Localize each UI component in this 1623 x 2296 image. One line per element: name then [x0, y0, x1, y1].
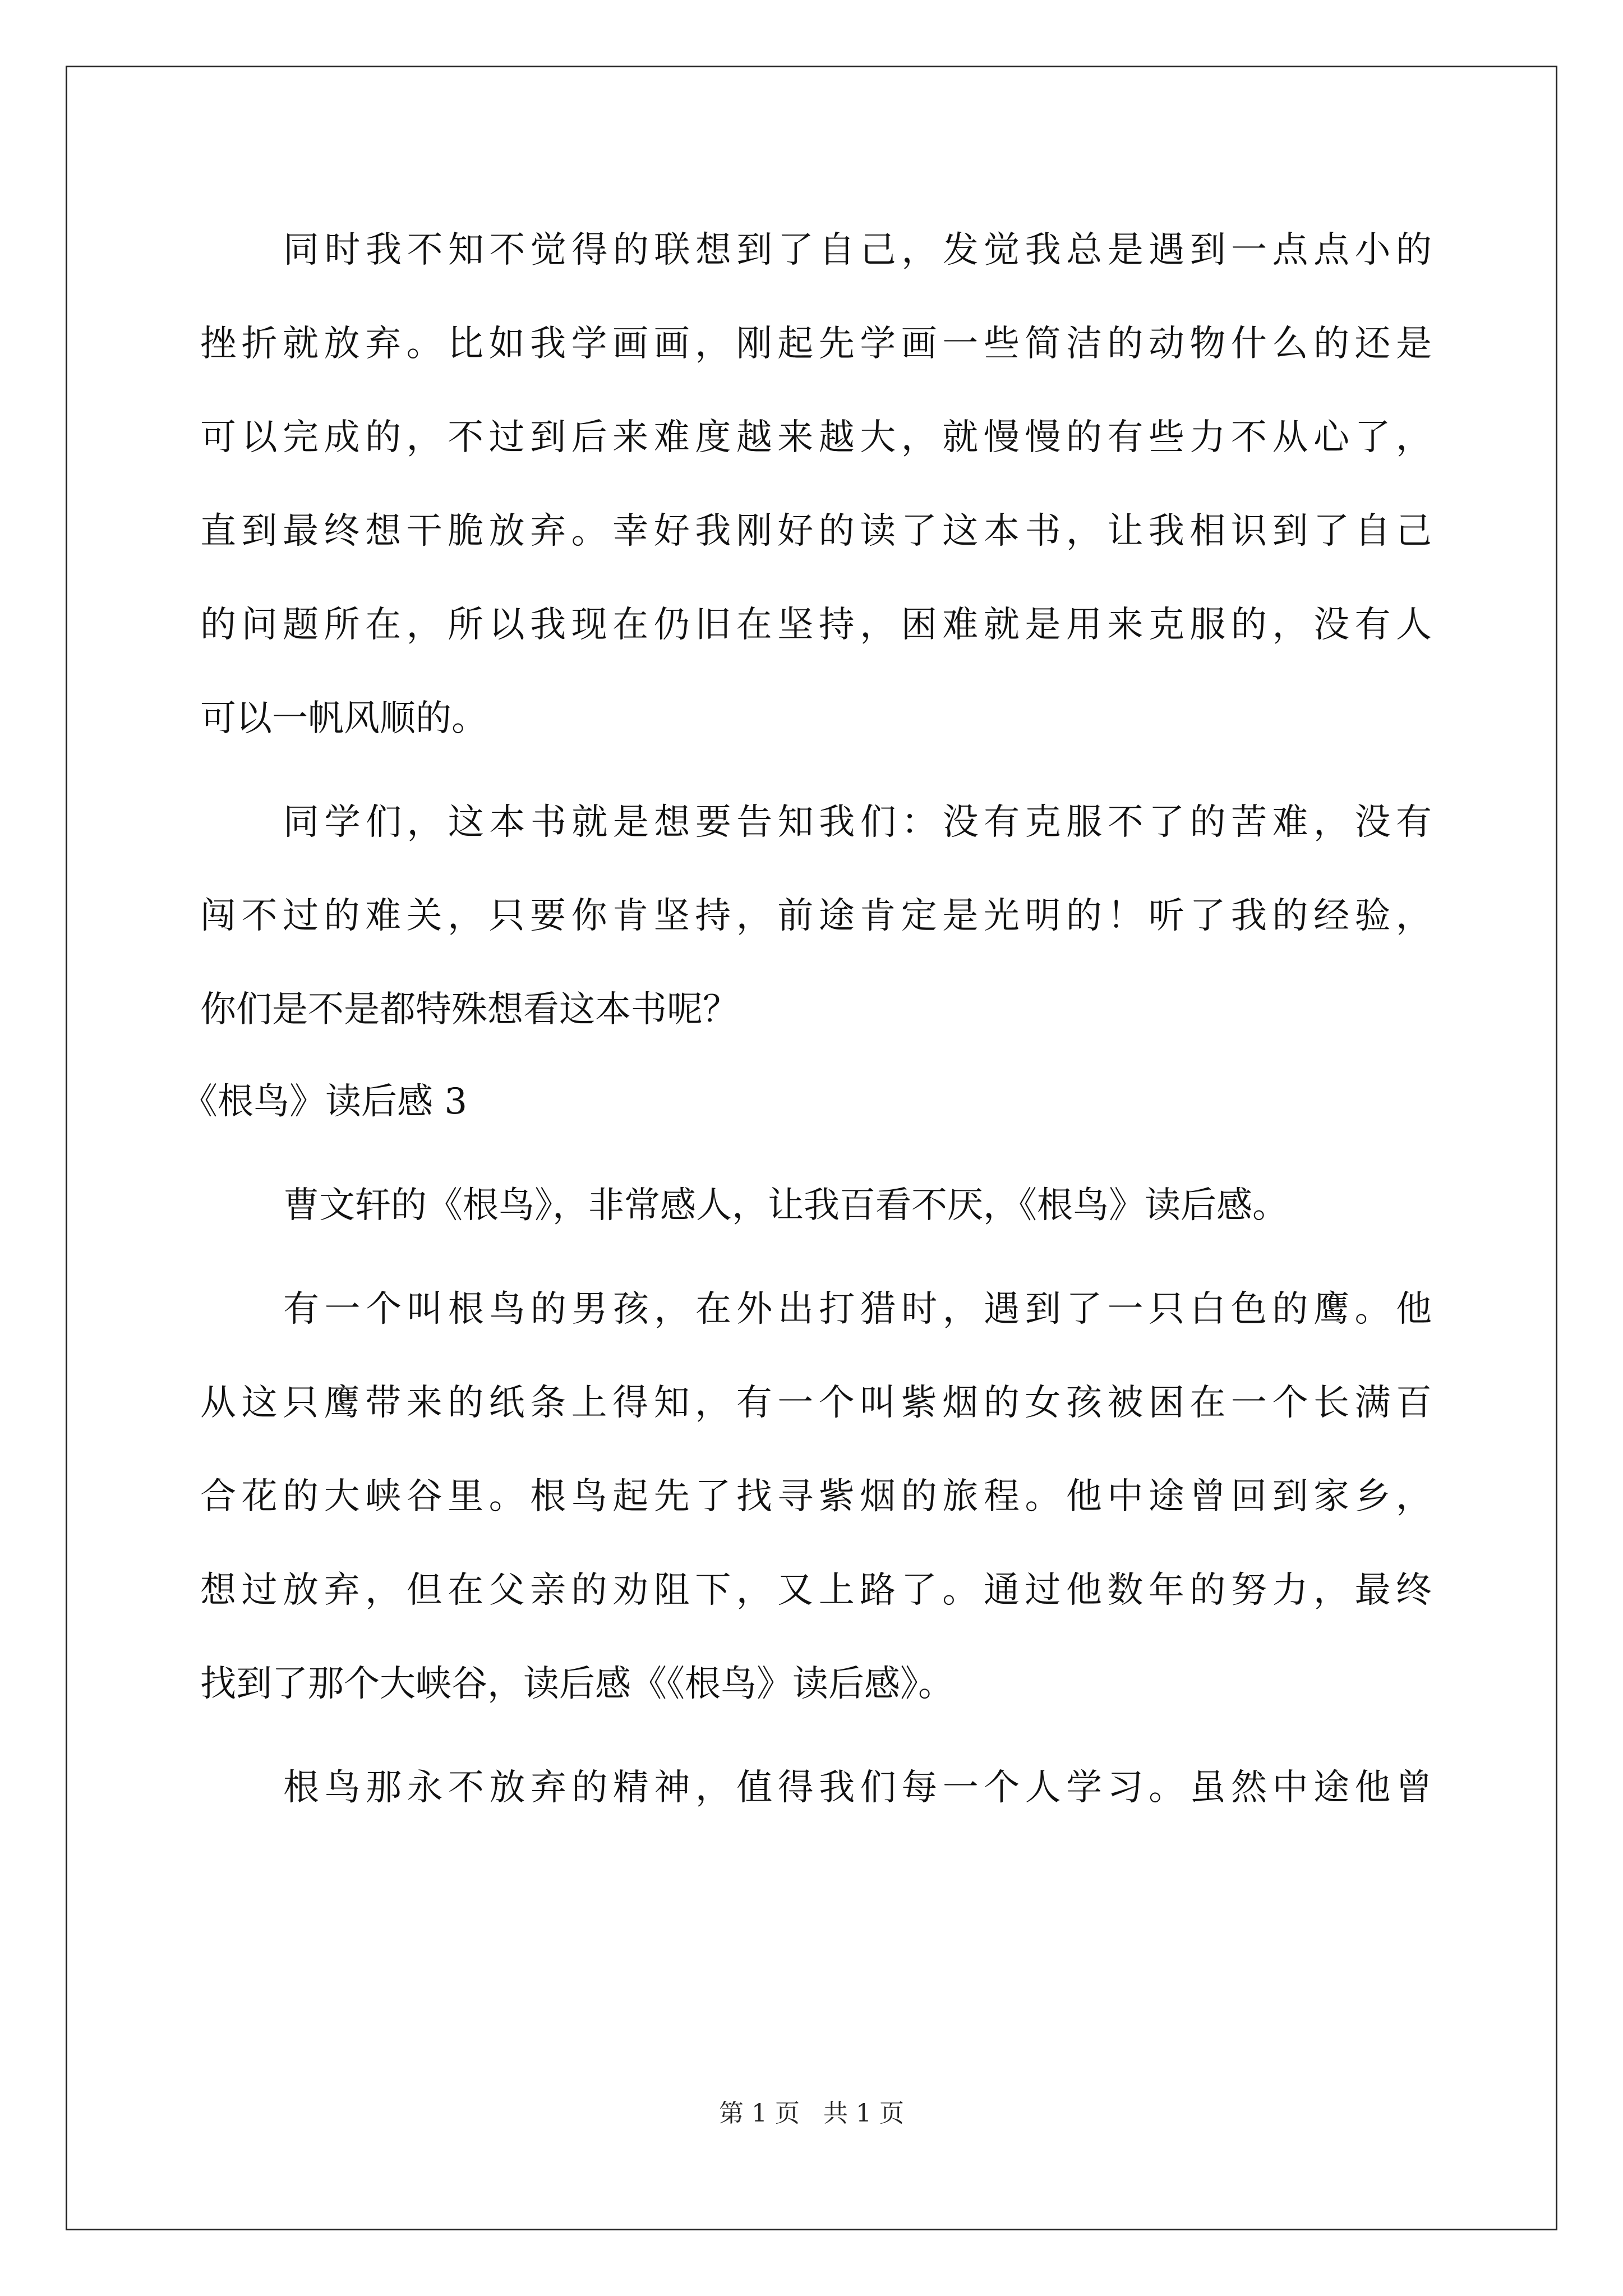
text-line: 同学们，这本书就是想要告知我们：没有克服不了的苦难，没有 — [283, 802, 1432, 843]
text-line: 从这只鹰带来的纸条上得知，有一个叫紫烟的女孩被困在一个长满百 — [200, 1382, 1432, 1424]
section-heading: 《根鸟》读后感 3 — [182, 1081, 468, 1122]
text-line: 根鸟那永不放弃的精神，值得我们每一个人学习。虽然中途他曾 — [283, 1767, 1432, 1809]
text-line: 的问题所在，所以我现在仍旧在坚持，困难就是用来克服的，没有人 — [200, 604, 1432, 646]
text-line: 曹文轩的《根鸟》，非常感人，让我百看不厌，《根鸟》读后感。 — [283, 1185, 1288, 1226]
text-line: 直到最终想干脆放弃。幸好我刚好的读了这本书，让我相识到了自己 — [200, 510, 1432, 552]
text-line: 有一个叫根鸟的男孩，在外出打猎时，遇到了一只白色的鹰。他 — [283, 1289, 1432, 1330]
text-line: 找到了那个大峡谷，读后感《《根鸟》读后感》。 — [200, 1663, 954, 1705]
page-border — [66, 66, 1557, 2230]
text-line: 挫折就放弃。比如我学画画，刚起先学画一些简洁的动物什么的还是 — [200, 323, 1432, 365]
text-line: 想过放弃，但在父亲的劝阻下，又上路了。通过他数年的努力，最终 — [200, 1570, 1432, 1611]
page-footer: 第 1 页 共 1 页 — [719, 2099, 904, 2128]
text-line: 可以一帆风顺的。 — [200, 698, 487, 739]
text-line: 同时我不知不觉得的联想到了自己，发觉我总是遇到一点点小的 — [283, 229, 1432, 271]
text-line: 闯不过的难关，只要你肯坚持，前途肯定是光明的！听了我的经验， — [200, 895, 1432, 937]
text-line: 可以完成的，不过到后来难度越来越大，就慢慢的有些力不从心了， — [200, 417, 1432, 458]
text-line: 合花的大峡谷里。根鸟起先了找寻紫烟的旅程。他中途曾回到家乡， — [200, 1476, 1432, 1517]
text-line: 你们是不是都特殊想看这本书呢？ — [200, 989, 739, 1030]
